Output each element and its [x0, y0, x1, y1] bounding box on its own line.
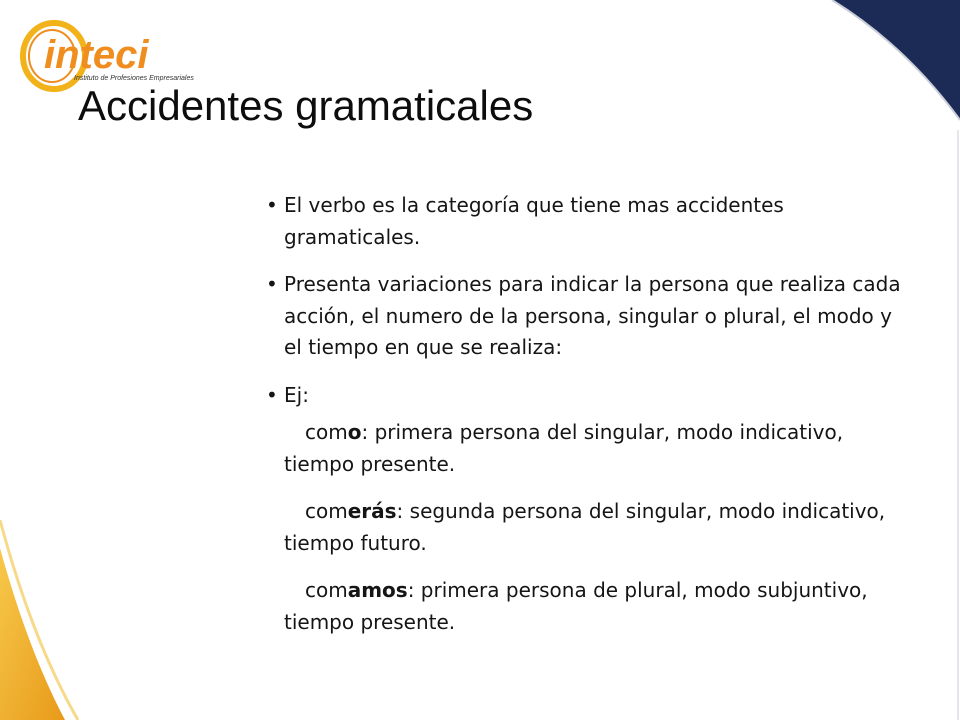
slide-title: Accidentes gramaticales	[78, 82, 534, 129]
example-description: : primera persona de plural, modo subjuntivo, tiempo presente.	[284, 578, 868, 634]
example-item	[262, 496, 902, 559]
verb-stem: com	[305, 420, 348, 444]
verb-ending: o	[347, 420, 362, 444]
bullet-item: • Presenta variaciones para indicar la persona que realiza cada acción, el numero de la persona, singular o plural, el modo y el tiempo en que se realiza:	[262, 269, 902, 364]
example-item	[262, 575, 902, 638]
verb-stem: com	[305, 499, 348, 523]
bullet-item: • Ej:	[262, 380, 902, 412]
svg-text:inteci: inteci	[44, 33, 149, 77]
verb-stem: com	[305, 578, 348, 602]
svg-text:Instituto de Profesiones Empre: Instituto de Profesiones Empresariales	[74, 75, 194, 82]
example-description: : primera persona del singular, modo indicativo, tiempo presente.	[284, 420, 844, 476]
verb-ending: amos	[347, 578, 408, 602]
example-item	[262, 417, 902, 480]
example-description: : segunda persona del singular, modo indicativo, tiempo futuro.	[284, 499, 886, 555]
corner-navy-top-right	[832, 0, 960, 120]
corner-gold-bottom-left	[0, 548, 65, 720]
content-list	[262, 190, 902, 638]
verb-ending: erás	[347, 499, 397, 523]
bullet-item: • El verbo es la categoría que tiene mas accidentes gramaticales.	[262, 190, 902, 253]
